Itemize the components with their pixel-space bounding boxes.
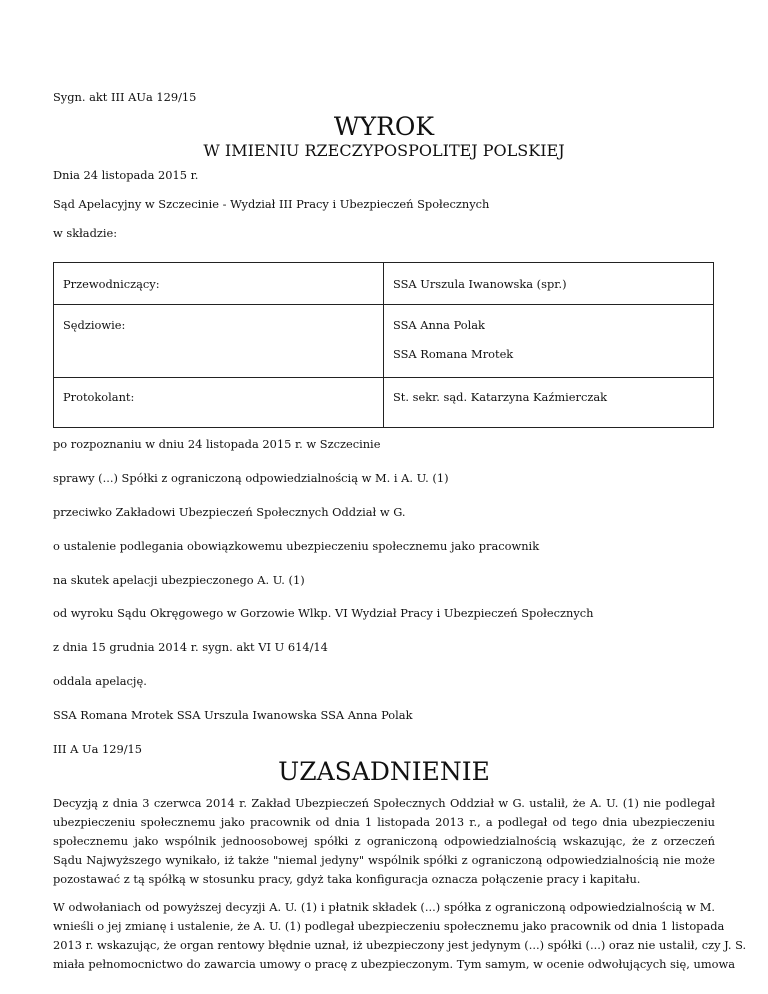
paragraph-line: W odwołaniach od powyższej decyzji A. U. (1) i płatnik składek (...) spółka z ograniczoną odpowiedzialnością w M. — [53, 900, 715, 914]
proceedings-line: o ustalenie podlegania obowiązkowemu ubezpieczeniu społecznemu jako pracownik — [53, 539, 540, 553]
table-row-divider — [54, 377, 713, 378]
proceedings-line: przeciwko Zakładowi Ubezpieczeń Społecznych Oddział w G. — [53, 505, 406, 519]
verdict-line: oddala apelację. — [53, 674, 147, 688]
paragraph-line: pozostawać z tą spółką w stosunku pracy, gdyż taka konfiguracja oznacza połączenie pracy i kapitału. — [53, 872, 641, 886]
judgment-title: WYROK — [333, 112, 435, 141]
justification-paragraph — [53, 794, 715, 889]
table-row-divider — [54, 304, 713, 305]
paragraph-line: Sądu Najwyższego wynikało, iż także "niemal jedyny" wspólnik spółki z ograniczoną odpowiedzialnością nie może — [53, 853, 715, 867]
proceedings-line: sprawy (...) Spółki z ograniczoną odpowiedzialnością w M. i A. U. (1) — [53, 471, 449, 485]
paragraph-line: ubezpieczeniu społecznemu jako pracownik od dnia 1 listopada 2013 r., a podlegał od tego dnia ubezpieczeniu — [53, 815, 715, 829]
case-reference: Sygn. akt III AUa 129/15 — [53, 90, 197, 104]
signatures-line: SSA Romana Mrotek SSA Urszula Iwanowska SSA Anna Polak — [53, 708, 413, 722]
proceedings-line: na skutek apelacji ubezpieczonego A. U. (1) — [53, 573, 305, 587]
judgment-date: Dnia 24 listopada 2015 r. — [53, 168, 199, 182]
proceedings-line: po rozpoznaniu w dniu 24 listopada 2015 r. w Szczecinie — [53, 437, 381, 451]
court-name: Sąd Apelacyjny w Szczecinie - Wydział III Pracy i Ubezpieczeń Społecznych — [53, 197, 490, 211]
paragraph-line: Decyzją z dnia 3 czerwca 2014 r. Zakład Ubezpieczeń Społecznych Oddział w G. ustalił, że A. U. (1) nie podlegał — [53, 796, 715, 810]
proceedings-line: od wyroku Sądu Okręgowego w Gorzowie Wlkp. VI Wydział Pracy i Ubezpieczeń Społecznych — [53, 606, 594, 620]
table-column-divider — [383, 263, 384, 427]
panel-composition-table — [53, 262, 714, 428]
panel-intro: w składzie: — [53, 226, 118, 240]
paragraph-line: społecznemu jako wspólnik jednoosobowej spółki z ograniczoną odpowiedzialnością wskazując, że z orzeczeń — [53, 834, 715, 848]
judges-role: Sędziowie: — [63, 318, 126, 332]
judge-name: SSA Anna Polak — [393, 318, 485, 332]
paragraph-line: 2013 r. wskazując, że organ rentowy błędnie uznał, iż ubezpieczony jest jedynym (...) spółki (...) oraz nie ustalił, czy J. S. — [53, 938, 747, 952]
justification-paragraph — [53, 898, 747, 974]
proceedings-line: z dnia 15 grudnia 2014 r. sygn. akt VI U 614/14 — [53, 640, 328, 654]
clerk-name: St. sekr. sąd. Katarzyna Kaźmierczak — [393, 390, 608, 404]
judge-name: SSA Romana Mrotek — [393, 347, 514, 361]
justification-reference: III A Ua 129/15 — [53, 742, 143, 756]
clerk-role: Protokolant: — [63, 390, 135, 404]
presiding-judge-name: SSA Urszula Iwanowska (spr.) — [393, 277, 567, 291]
justification-title: UZASADNIENIE — [278, 757, 490, 786]
judgment-subtitle: W IMIENIU RZECZYPOSPOLITEJ POLSKIEJ — [203, 141, 565, 160]
presiding-judge-role: Przewodniczący: — [63, 277, 160, 291]
paragraph-line: miała pełnomocnictwo do zawarcia umowy o pracę z ubezpieczonym. Tym samym, w ocenie odwołujących się, umowa — [53, 957, 736, 971]
paragraph-line: wnieśli o jej zmianę i ustalenie, że A. U. (1) podlegał ubezpieczeniu społecznemu jako pracownik od dnia 1 listopada — [53, 919, 725, 933]
